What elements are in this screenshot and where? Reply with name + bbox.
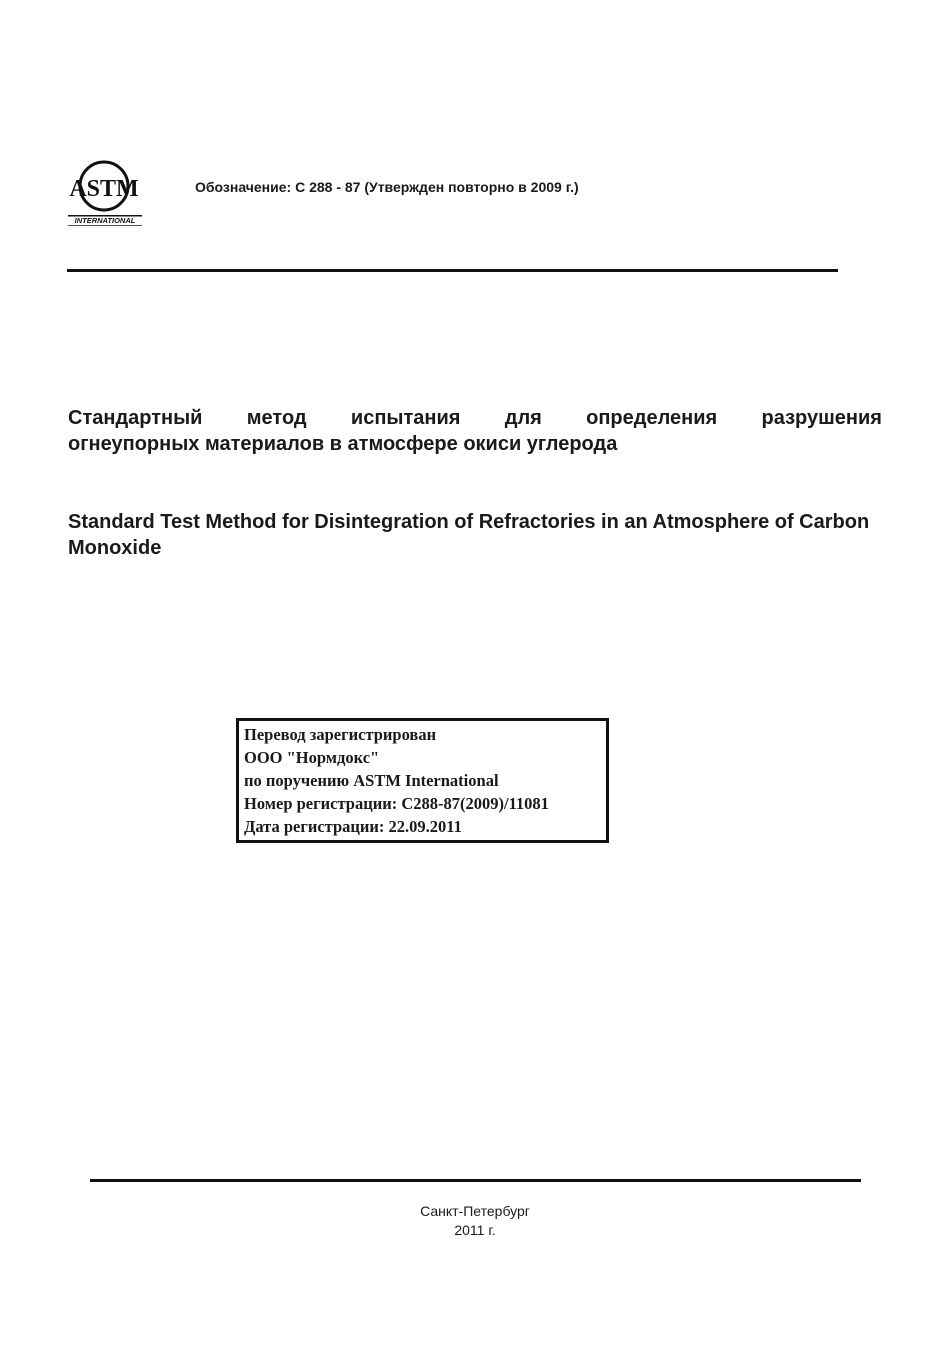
registration-line: Перевод зарегистрирован: [244, 725, 437, 744]
title-russian-line1: [68, 405, 882, 431]
title-russian: [68, 405, 882, 457]
footer: [0, 1202, 950, 1240]
title-russian-line2: огнеупорных материалов в атмосфере окиси углерода: [68, 433, 618, 455]
footer-year: 2011 г.: [454, 1222, 496, 1238]
footer-city: Санкт-Петербург: [420, 1203, 530, 1219]
document-designation: Обозначение: С 288 - 87 (Утвержден повторно в 2009 г.): [195, 179, 579, 195]
registration-line: по поручению ASTM International: [244, 771, 499, 790]
registration-line: ООО "Нормдокс": [244, 748, 380, 767]
astm-logo-graphic: [66, 158, 144, 228]
logo-subtext: INTERNATIONAL: [74, 216, 136, 225]
title-word: метод: [246, 407, 307, 429]
title-word: для: [504, 407, 542, 429]
registration-number: Номер регистрации: C288-87(2009)/11081: [244, 794, 549, 813]
title-word: испытания: [350, 407, 461, 429]
title-word: разрушения: [761, 407, 882, 429]
registration-date: Дата регистрации: 22.09.2011: [244, 817, 462, 836]
astm-logo: [66, 158, 144, 228]
title-word: определения: [586, 407, 718, 429]
header-divider: [67, 269, 838, 272]
logo-name: ASTM: [69, 176, 139, 202]
footer-divider: [90, 1179, 861, 1182]
title-english: Standard Test Method for Disintegration of Refractories in an Atmosphere of Carbon Monoxide: [68, 511, 870, 559]
registration-box: [236, 718, 609, 843]
title-word: Стандартный: [68, 407, 203, 429]
